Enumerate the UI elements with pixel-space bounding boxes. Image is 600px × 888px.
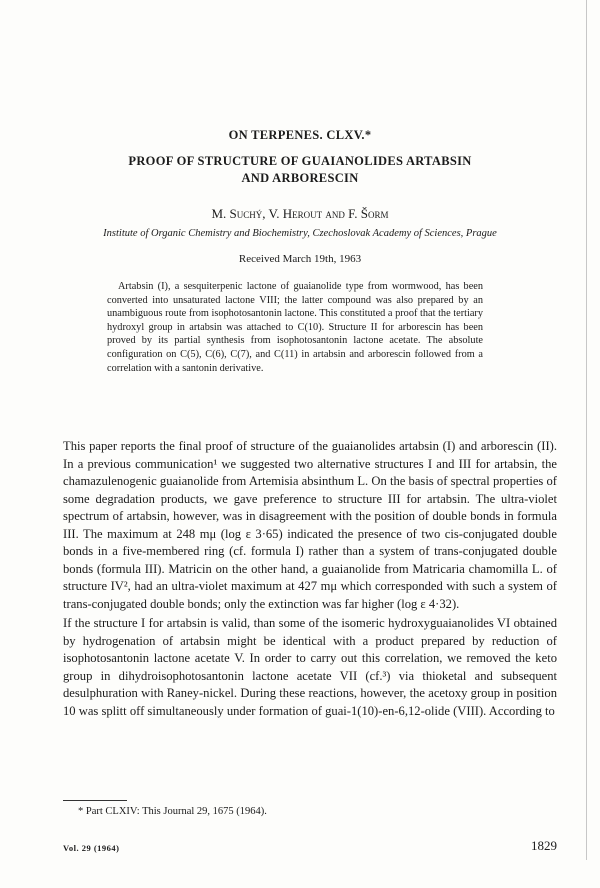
authors: M. Suchý, V. Herout and F. Šorm [211,206,389,221]
footnote-rule [63,800,127,801]
institute: Institute of Organic Chemistry and Biochemistry, Czechoslovak Academy of Sciences, Prague [103,228,497,239]
abstract: Artabsin (I), a sesquiterpenic lactone of guaianolide type from wormwood, has been converted into unsaturated lactone VIII; the latter compound was also prepared by an unambiguous route from isophotosantonin lactone. This constituted a proof that the tertiary hydroxyl group in artabsin was attached to C(10). Structure II for arborescin has been proved by its partial synthesis from isophotosantonin lactone acetate. The absolute configuration on C(5), C(6), C(7), and C(11) in artabsin and arborescin followed from a correlation with a santonin derivative. [107,281,483,374]
series-title: ON TERPENES. CLXV.* [228,128,372,142]
body-paragraph-2: If the structure I for artabsin is valid, than some of the isomeric hydroxyguaianolides VI obtained by hydrogenation of artabsin might be identical with a product prepared by reduction of isophotosantonin lactone acetate V. In order to carry out this correlation, we removed the keto group in dihydroisophotosantonin lactone acetate VII (cf.³) via thioketal and subsequent desulphuration with Raney-nickel. During these reactions, however, the acetoxy group in position 10 was splitt off simultaneously under formation of guai-1(10)-en-6,12-olide (VIII). According to [63,616,557,718]
article-title [0,153,600,187]
received-date: Received March 19th, 1963 [238,253,362,265]
footnote: * Part CLXIV: This Journal 29, 1675 (1964). [78,806,267,817]
article-title-line2: AND ARBORESCIN [241,171,359,185]
body-text [63,438,557,720]
body-paragraph-1: This paper reports the final proof of structure of the guaianolides artabsin (I) and arborescin (II). In a previous communication¹ we suggested two alternative structures I and III for artabsin, the chamazulenogenic guaianolide from Artemisia absinthum L. On the basis of spectral properties of some degradation products, we gave preference to structure III for artabsin. The ultra-violet spectrum of artabsin, however, was in disagreement with the position of double bonds in formula III. The maximum at 248 mμ (log ε 3·65) indicated the presence of two cis-conjugated double bonds in a five-membered ring (cf. formula I) rather than a system of trans-conjugated double bonds (formula III). Matricin on the other hand, a guaianolide from Matricaria chamomilla L. of structure IV², had an ultra-violet maximum at 427 mμ which corresponded with such a system of trans-conjugated double bonds; only the extinction was far higher (log ε 4·32). [63,439,557,611]
page-number: 1829 [531,838,557,853]
journal-volume: Vol. 29 (1964) [63,843,120,853]
article-title-line1: PROOF OF STRUCTURE OF GUAIANOLIDES ARTABSIN [128,154,472,168]
